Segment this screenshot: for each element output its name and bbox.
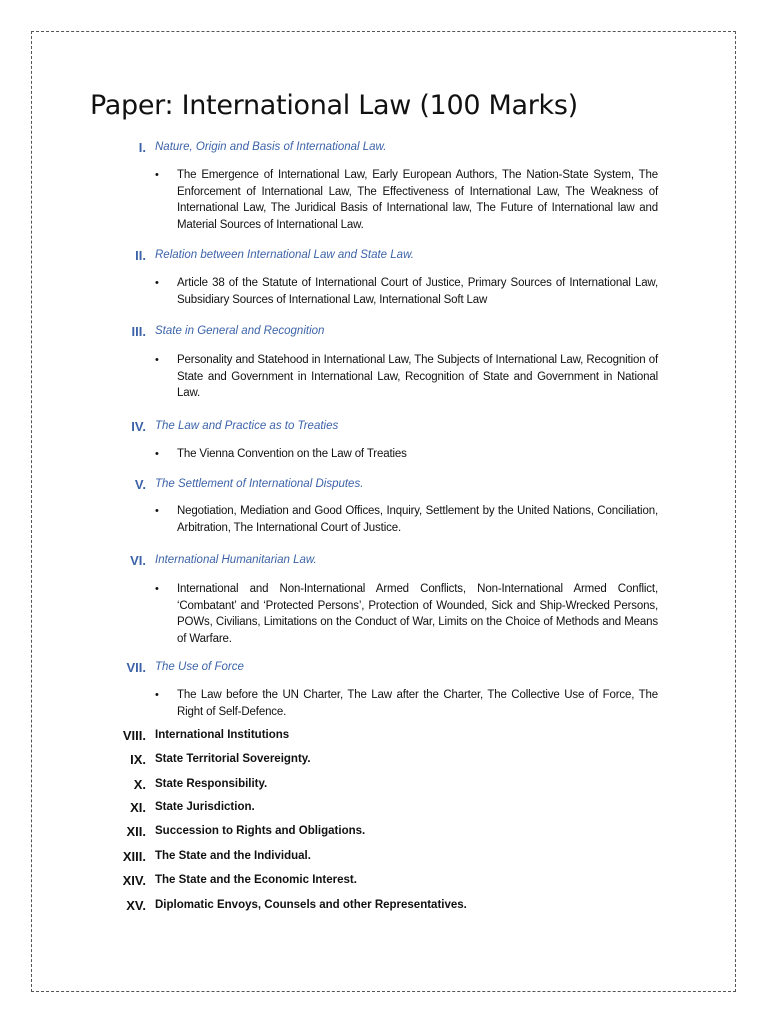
section-number: XV. [126, 898, 146, 913]
bullet-icon: • [155, 277, 159, 289]
section-number: XII. [126, 824, 146, 839]
section-title: Diplomatic Envoys, Counsels and other Representatives. [155, 899, 467, 911]
section-heading [0, 477, 768, 497]
bullet-icon: • [155, 689, 159, 701]
section-heading [0, 800, 768, 820]
section-title: The State and the Economic Interest. [155, 874, 357, 886]
section-number: X. [133, 777, 146, 792]
section-number: I. [138, 140, 146, 155]
section-number: IV. [131, 419, 146, 434]
section-heading [0, 248, 768, 268]
section-heading [0, 660, 768, 680]
section-heading [0, 873, 768, 893]
section-number: V. [134, 477, 146, 492]
section-number: IX. [130, 752, 146, 767]
page-title: Paper: International Law (100 Marks) [90, 90, 578, 121]
section-number: II. [135, 248, 146, 263]
section-heading [0, 824, 768, 844]
bullet-icon: • [155, 505, 159, 517]
section-title: Nature, Origin and Basis of International Law. [155, 141, 387, 153]
bullet-text: International and Non-International Armed Conflicts, Non-International Armed Conflict, ‘Combatant’ and ‘Protected Persons’, Protection of Wounded, Sick and Ship-Wrecked Persons, POWs, Civilians, Limitations on the Conduct of War, Limits on the Choice of Methods and Means of Warfare. [177, 583, 658, 645]
section-heading [0, 752, 768, 772]
bullet-item [155, 687, 658, 720]
bullet-text: Article 38 of the Statute of International Court of Justice, Primary Sources of International Law, Subsidiary Sources of International Law, International Soft Law [177, 277, 658, 306]
section-heading [0, 419, 768, 439]
section-heading [0, 324, 768, 344]
bullet-item [155, 446, 658, 463]
bullet-icon: • [155, 583, 159, 595]
section-heading [0, 849, 768, 869]
bullet-icon: • [155, 448, 159, 460]
section-heading [0, 140, 768, 160]
section-title: International Humanitarian Law. [155, 554, 317, 566]
bullet-text: Personality and Statehood in International Law, The Subjects of International Law, Recognition of State and Government in International Law, Recognition of State and Government in National Law. [177, 354, 658, 399]
section-number: VIII. [122, 728, 146, 743]
section-heading [0, 777, 768, 797]
section-title: International Institutions [155, 729, 290, 741]
section-title: State Jurisdiction. [155, 801, 255, 813]
section-title: The State and the Individual. [155, 850, 311, 862]
bullet-text: The Emergence of International Law, Early European Authors, The Nation-State System, The Enforcement of International Law, The Effectiveness of International Law, The Weakness of International Law, The Juridical Basis of International law, The Future of International law and Material Sources of International Law. [177, 169, 658, 231]
section-title: The Settlement of International Disputes. [155, 478, 364, 490]
section-title: State in General and Recognition [155, 325, 325, 337]
section-title: The Use of Force [155, 661, 244, 673]
section-title: Succession to Rights and Obligations. [155, 825, 366, 837]
bullet-icon: • [155, 354, 159, 366]
section-number: III. [131, 324, 146, 339]
bullet-item [155, 352, 658, 402]
bullet-text: The Vienna Convention on the Law of Treaties [177, 448, 407, 460]
bullet-item [155, 581, 658, 647]
bullet-text: The Law before the UN Charter, The Law after the Charter, The Collective Use of Force, The Right of Self-Defence. [177, 689, 658, 718]
section-title: Relation between International Law and State Law. [155, 249, 414, 261]
section-number: VII. [126, 660, 146, 675]
bullet-item [155, 275, 658, 308]
section-number: XIII. [122, 849, 146, 864]
section-title: State Territorial Sovereignty. [155, 753, 311, 765]
section-number: XIV. [122, 873, 146, 888]
section-title: State Responsibility. [155, 778, 268, 790]
section-title: The Law and Practice as to Treaties [155, 420, 339, 432]
section-heading [0, 728, 768, 748]
bullet-item [155, 167, 658, 233]
bullet-text: Negotiation, Mediation and Good Offices, Inquiry, Settlement by the United Nations, Conciliation, Arbitration, The International Court of Justice. [177, 505, 658, 534]
section-number: XI. [130, 800, 146, 815]
section-number: VI. [130, 553, 146, 568]
bullet-item [155, 503, 658, 536]
bullet-icon: • [155, 169, 159, 181]
section-heading [0, 553, 768, 573]
section-heading [0, 898, 768, 918]
